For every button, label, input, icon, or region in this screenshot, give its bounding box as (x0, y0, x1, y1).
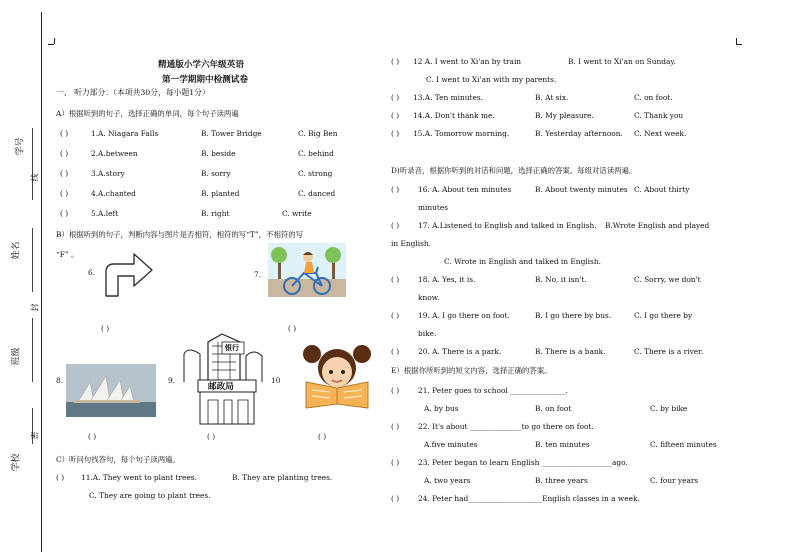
pic8-answer-bracket[interactable]: ( ) (88, 432, 97, 441)
q21-option-c: C. by bike (650, 404, 688, 413)
part-b-instruction-cont: “F” 。 (56, 250, 79, 259)
part-a-instruction: A）根据听到的句子，选择正确的单词，每个句子读两遍 (56, 109, 239, 118)
page-title: 精通版小学六年级英语 (158, 60, 244, 70)
pic7-number: 7. (254, 270, 262, 279)
q11-option-a: 11.A. They went to plant trees. (81, 473, 197, 482)
q16-option-c-cont: minutes (418, 203, 449, 212)
post-office-sign-label: 邮政局 (208, 382, 234, 392)
q23-question: 23. Peter began to learn English ___________________ago. (418, 458, 628, 467)
sydney-opera-house-photo (66, 364, 156, 417)
q24-question: 24. Peter had____________________English classes in a week. (418, 494, 640, 503)
q15-option-c: C. Next week. (634, 129, 687, 138)
q23-option-b: B. three years (535, 476, 588, 485)
q22-question: 22. It's about ______________to go there on foot. (418, 422, 594, 431)
q17-option-b: B.Wrote English and played (605, 221, 710, 230)
pic10-answer-bracket[interactable]: ( ) (318, 432, 327, 441)
q4-option-b: B. planted (201, 189, 240, 198)
turn-right-arrow-icon (98, 250, 156, 298)
q23-option-c: C. four years (650, 476, 699, 485)
q21-bracket[interactable]: ( ) (391, 386, 400, 395)
pic8-number: 8. (56, 376, 64, 385)
q5-option-c: C. write (282, 209, 312, 218)
q13-option-b: B. At six. (535, 93, 569, 102)
q1-option-a: 1.A. Niagara Falls (91, 129, 159, 138)
sidebar-xuehao: 学号 (15, 137, 26, 156)
q17-option-c: C. Wrote in English and talked in English. (444, 257, 601, 266)
q17-bracket[interactable]: ( ) (391, 221, 400, 230)
q16-option-c: C. About thirty (634, 185, 690, 194)
sidebar-banji: 班级 (11, 347, 22, 366)
q19-option-b: B. I go there by bus. (535, 311, 612, 320)
q19-option-a: 19. A. I go there on foot. (418, 311, 510, 320)
q13-option-c: C. on foot. (634, 93, 673, 102)
sidebar-feng: 封 (30, 303, 40, 312)
sidebar-xingming: 姓名 (11, 241, 22, 260)
sidebar-xian: 线 (30, 173, 40, 182)
q20-bracket[interactable]: ( ) (391, 347, 400, 356)
q18-option-c: C. Sorry, we don't (634, 275, 701, 284)
part-b-instruction: B）根据听到的句子，判断内容与图片是否相符，相符的写“T”，不相符的写 (56, 230, 304, 239)
q18-bracket[interactable]: ( ) (391, 275, 400, 284)
q5-option-b: B. right (201, 209, 230, 218)
q11-option-b: B. They are planting trees. (232, 473, 333, 482)
q17-option-a: 17. A.Listened to English and talked in English. (418, 221, 597, 230)
bank-sign-label: 银行 (225, 344, 239, 352)
q2-option-c: C. behind (298, 149, 334, 158)
q4-option-c: C. danced (298, 189, 336, 198)
pic9-number: 9. (168, 376, 176, 385)
q3-option-b: B. sorry (201, 169, 231, 178)
pic7-answer-bracket[interactable]: ( ) (288, 324, 297, 333)
q20-option-a: 20. A. There is a park. (418, 347, 502, 356)
sidebar-mi: 密 (30, 431, 40, 440)
q1-bracket[interactable]: ( ) (60, 129, 69, 138)
q23-option-a: A. two years (424, 476, 471, 485)
binding-line (41, 12, 42, 552)
q5-bracket[interactable]: ( ) (60, 209, 69, 218)
q21-option-a: A. by bus (424, 404, 459, 413)
q17-option-b-cont: in English. (391, 239, 431, 248)
q16-bracket[interactable]: ( ) (391, 185, 400, 194)
q21-option-b: B. on foot (535, 404, 572, 413)
q13-option-a: 13.A. Ten minutes. (413, 93, 484, 102)
q12-option-b: B. I went to Xi'an on Sunday. (568, 57, 676, 66)
q18-option-c-cont: know. (418, 293, 440, 302)
q14-bracket[interactable]: ( ) (391, 111, 400, 120)
q12-option-c: C. I went to Xi'an with my parents. (426, 75, 557, 84)
part-d-instruction: D)听录音，根据你听到的对话和问题，选择正确的答案。每组对话读两遍。 (391, 166, 637, 175)
q11-option-c: C. They are going to plant trees. (89, 491, 211, 500)
pic6-number: 6. (88, 268, 96, 277)
q11-bracket[interactable]: ( ) (56, 473, 65, 482)
q12-option-a: 12 A. I went to Xi'an by train (413, 57, 522, 66)
q24-bracket[interactable]: ( ) (391, 494, 400, 503)
q4-option-a: 4.A.chanted (91, 189, 136, 198)
q15-option-b: B. Yesterday afternoon. (535, 129, 623, 138)
q19-option-c-cont: bike. (418, 329, 437, 338)
crop-mark-top-right-v (736, 38, 737, 44)
q2-option-b: B. beside (201, 149, 236, 158)
crop-mark-top-left (48, 44, 54, 45)
q12-bracket[interactable]: ( ) (391, 57, 400, 66)
section-listening: 一、 听力部分：（本项共30分，每小题1分） (56, 88, 210, 97)
q3-option-a: 3.A.story (91, 169, 125, 178)
q21-question: 21. Peter goes to school _______________. (418, 386, 568, 395)
q1-option-b: B. Tower Bridge (201, 129, 262, 138)
banji-underline (32, 318, 33, 382)
q19-option-c: C. I go there by (634, 311, 693, 320)
pic10-number: 10 (271, 376, 281, 385)
q1-option-c: C. Big Ben (298, 129, 338, 138)
pic6-answer-bracket[interactable]: ( ) (101, 324, 110, 333)
q15-option-a: 15.A. Tomorrow morning. (413, 129, 510, 138)
q22-option-a: A.five minutes (424, 440, 478, 449)
q2-bracket[interactable]: ( ) (60, 149, 69, 158)
xuehao-underline (32, 128, 33, 200)
q14-option-c: C. Thank you (634, 111, 684, 120)
sidebar-xuexiao: 学校 (11, 453, 22, 472)
q18-option-b: B. No, it isn't. (535, 275, 587, 284)
q18-option-a: 18. A. Yes, it is. (418, 275, 476, 284)
q23-bracket[interactable]: ( ) (391, 458, 400, 467)
q5-option-a: 5.A.left (91, 209, 119, 218)
q14-option-a: 14.A. Don't thank me. (413, 111, 495, 120)
girl-riding-bike-image (268, 243, 346, 297)
part-c-instruction: C）听问句找答句，每个句子读两遍。 (56, 455, 180, 464)
q22-option-c: C. fifteen minutes (650, 440, 717, 449)
q16-option-b: B. About twenty minutes (535, 185, 628, 194)
q20-option-c: C. There is a river. (634, 347, 704, 356)
girl-reading-book-image (298, 342, 376, 410)
q13-bracket[interactable]: ( ) (391, 93, 400, 102)
bank-building-icon (178, 332, 270, 384)
crop-mark-top-left-v (54, 38, 55, 44)
crop-mark-top-right (736, 44, 742, 45)
q19-bracket[interactable]: ( ) (391, 311, 400, 320)
q20-option-b: B. There is a bank. (535, 347, 606, 356)
q15-bracket[interactable]: ( ) (391, 129, 400, 138)
q3-option-c: C. strong (298, 169, 333, 178)
q22-bracket[interactable]: ( ) (391, 422, 400, 431)
page-subtitle: 第一学期期中检测试卷 (162, 75, 248, 85)
q3-bracket[interactable]: ( ) (60, 169, 69, 178)
q2-option-a: 2.A.between (91, 149, 138, 158)
part-e-instruction: E）根据你所听到的短文内容，选择正确的答案。 (391, 366, 552, 375)
xingming-underline (32, 228, 33, 292)
q4-bracket[interactable]: ( ) (60, 189, 69, 198)
q16-option-a: 16. A. About ten minutes (418, 185, 512, 194)
pic9-answer-bracket[interactable]: ( ) (207, 432, 216, 441)
q22-option-b: B. ten minutes (535, 440, 590, 449)
q14-option-b: B. My pleasure. (535, 111, 594, 120)
